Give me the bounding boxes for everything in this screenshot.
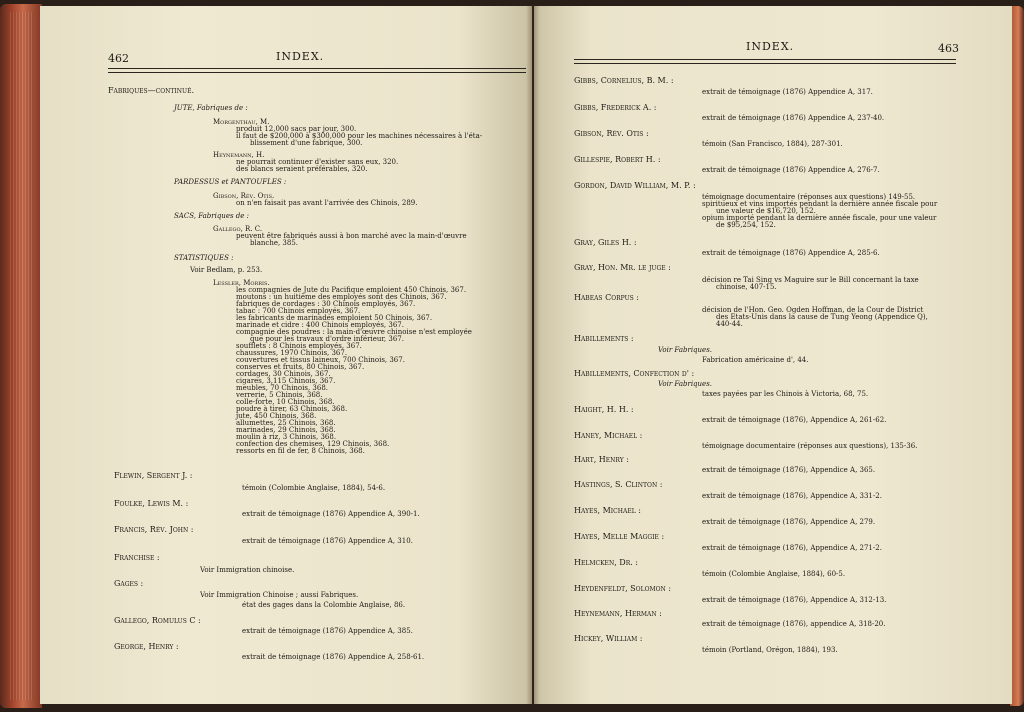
index-line: témoin (Portland, Orégon, 1884), 193. <box>702 646 838 654</box>
entry-heading: Gray, Hon. Mr. le juge : <box>574 263 671 272</box>
index-line: extrait de témoignage (1876) Appendice A, 385. <box>242 627 413 635</box>
index-line: extrait de témoignage (1876) Appendice A, 310. <box>242 537 413 545</box>
index-line: une valeur de $16,720, 152. <box>716 207 816 215</box>
index-line: poudre à tirer, 63 Chinois, 368. <box>236 405 348 413</box>
page-header: INDEX. <box>276 50 325 63</box>
index-line: moutons : un huitième des employés sont des Chinois, 367. <box>236 293 447 301</box>
index-line: extrait de témoignage (1876) Appendice A, 285-6. <box>702 249 880 257</box>
page-number: 462 <box>108 52 129 65</box>
index-line: Voir Immigration chinoise. <box>200 566 295 574</box>
index-line: blissement d'une fabrique, 300. <box>250 139 363 147</box>
entry-heading: Heydenfeldt, Solomon : <box>574 584 672 593</box>
index-line: produit 12,000 sacs par jour, 300. <box>236 125 357 133</box>
entry-heading: Hart, Henry : <box>574 455 629 464</box>
witness-name: Gallego, R. C. <box>213 225 263 233</box>
right-page <box>534 6 1012 704</box>
index-line: extrait de témoignage (1876) Appendice A, 390-1. <box>242 510 420 518</box>
index-line: Voir Fabriques. <box>658 346 713 354</box>
index-line: tabac : 700 Chinois employés, 367. <box>236 307 361 315</box>
index-line: allumettes, 25 Chinois, 368. <box>236 419 336 427</box>
index-line: que pour les travaux d'ordre inférieur, 367. <box>250 335 404 343</box>
index-line: extrait de témoignage (1876), Appendice A, 271-2. <box>702 544 882 552</box>
entry-heading: Flewin, Sergent J. : <box>114 471 193 480</box>
index-line: Voir Immigration Chinoise ; aussi Fabriques. <box>200 591 359 599</box>
subheading: PARDESSUS et PANTOUFLES : <box>174 178 287 186</box>
index-line: extrait de témoignage (1876), Appendice A, 261-62. <box>702 416 887 424</box>
index-line: marinade et cidre : 400 Chinois employés, 367. <box>236 321 404 329</box>
entry-heading: George, Henry : <box>114 642 179 651</box>
index-line: ressorts en fil de fer, 8 Chinois, 368. <box>236 447 365 455</box>
index-line: extrait de témoignage (1876), Appendice A, 331-2. <box>702 492 882 500</box>
index-line: ne pourrait continuer d'exister sans eux, 320. <box>236 158 399 166</box>
index-line: extrait de témoignage (1876), Appendice A, 279. <box>702 518 876 526</box>
book-edge-right <box>1010 6 1024 706</box>
index-line: spiritueux et vins importés pendant la dernière année fiscale pour <box>702 200 938 208</box>
index-line: extrait de témoignage (1876) Appendice A, 258-61. <box>242 653 425 661</box>
index-line: marinades, 29 Chinois, 368. <box>236 426 336 434</box>
index-line: extrait de témoignage (1876) Appendice A, 317. <box>702 88 873 96</box>
index-line: jute, 450 Chinois, 368. <box>236 412 317 420</box>
index-line: décision re Tai Sing vs Maguire sur le Bill concernant la taxe <box>702 276 919 284</box>
subheading: JUTE, Fabriques de : <box>174 104 248 112</box>
witness-name: Gibson, Rév. Otis. <box>213 192 275 200</box>
entry-heading: Haight, H. H. : <box>574 405 634 414</box>
witness-name: Morgenthau, M. <box>213 118 270 126</box>
index-line: extrait de témoignage (1876), Appendice A, 365. <box>702 466 876 474</box>
index-line: témoin (San Francisco, 1884), 287-301. <box>702 140 843 148</box>
index-line: chaussures, 1970 Chinois, 367. <box>236 349 348 357</box>
entry-heading: Gallego, Romulus C : <box>114 616 201 625</box>
entry-heading: Fabriques—continué. <box>108 86 195 95</box>
index-line: cigares, 3,115 Chinois, 367. <box>236 377 336 385</box>
entry-heading: Hayes, Michael : <box>574 506 641 515</box>
subheading: SACS, Fabriques de : <box>174 212 249 220</box>
index-line: fabriques de cordages : 30 Chinois employés, 367. <box>236 300 416 308</box>
index-line: Fabrication américaine d', 44. <box>702 356 809 364</box>
index-line: extrait de témoignage (1876) Appendice A, 237-40. <box>702 114 885 122</box>
entry-heading: Helmcken, Dr. : <box>574 558 638 567</box>
entry-heading: Hickey, William : <box>574 634 643 643</box>
index-line: de $95,254, 152. <box>716 221 776 229</box>
entry-heading: Gray, Giles H. : <box>574 238 637 247</box>
entry-heading: Gibbs, Cornelius, B. M. : <box>574 76 674 85</box>
page-number: 463 <box>938 42 959 55</box>
index-line: extrait de témoignage (1876) Appendice A, 276-7. <box>702 166 880 174</box>
index-line: des blancs seraient préférables, 320. <box>236 165 368 173</box>
witness-name: Heynemann, H. <box>213 151 265 159</box>
entry-heading: Gages : <box>114 579 144 588</box>
index-line: couvertures et tissus laineux, 700 Chinois, 367. <box>236 356 405 364</box>
index-line: décision de l'Hon. Geo. Ogden Hoffman, de la Cour de District <box>702 306 924 314</box>
entry-heading: Habillements, Confection d' : <box>574 369 695 378</box>
index-line: compagnie des poudres : la main-d'œuvre chinoise n'est employée <box>236 328 472 336</box>
index-line: des Etats-Unis dans la cause de Tung Yeong (Appendice Q), <box>716 313 928 321</box>
index-line: les compagnies de Jute du Pacifique emploient 450 Chinois, 367. <box>236 286 467 294</box>
index-line: verrerie, 5 Chinois, 368. <box>236 391 323 399</box>
index-line: Voir Fabriques. <box>658 380 713 388</box>
entry-heading: Habeas Corpus : <box>574 293 639 302</box>
index-line: témoignage documentaire (réponses aux questions) 149-55. <box>702 193 916 201</box>
index-line: peuvent être fabriqués aussi à bon marché avec la main-d'œuvre <box>236 232 467 240</box>
book-edge-left <box>0 4 42 708</box>
left-page <box>40 6 532 704</box>
index-line: colle-forte, 10 Chinois, 368. <box>236 398 335 406</box>
index-line: moulin à riz, 3 Chinois, 368. <box>236 433 337 441</box>
entry-heading: Haney, Michael : <box>574 431 643 440</box>
entry-heading: Gillespie, Robert H. : <box>574 155 661 164</box>
entry-heading: Gibson, Rév. Otis : <box>574 129 649 138</box>
index-line: taxes payées par les Chinois à Victoria, 68, 75. <box>702 390 869 398</box>
index-line: chinoise, 407-15. <box>716 283 777 291</box>
index-line: les fabricants de marinades emploient 50 Chinois, 367. <box>236 314 433 322</box>
index-line: meubles, 70 Chinois, 368. <box>236 384 329 392</box>
entry-heading: Hayes, Melle Maggie : <box>574 532 665 541</box>
book-gutter <box>526 6 540 704</box>
index-line: confection des chemises, 129 Chinois, 368. <box>236 440 390 448</box>
index-line: extrait de témoignage (1876), appendice A, 318-20. <box>702 620 886 628</box>
entry-heading: Gibbs, Frederick A. : <box>574 103 657 112</box>
index-line: extrait de témoignage (1876), Appendice A, 312-13. <box>702 596 887 604</box>
index-line: 440-44. <box>716 320 743 328</box>
index-line: opium importé pendant la dernière année fiscale, pour une valeur <box>702 214 937 222</box>
entry-heading: Franchise : <box>114 553 160 562</box>
index-line: conserves et fruits, 80 Chinois, 367. <box>236 363 365 371</box>
index-line: blanche, 385. <box>250 239 299 247</box>
entry-heading: Francis, Rév. John : <box>114 525 194 534</box>
index-line: soufflets : 8 Chinois employés, 367. <box>236 342 362 350</box>
index-line: il faut de $200,000 à $300,000 pour les machines nécessaires à l'éta- <box>236 132 483 140</box>
entry-heading: Gordon, David William, M. P. : <box>574 181 696 190</box>
entry-heading: Habillements : <box>574 334 634 343</box>
index-line: témoin (Colombie Anglaise, 1884), 54-6. <box>242 484 386 492</box>
index-line: on n'en faisait pas avant l'arrivée des Chinois, 289. <box>236 199 418 207</box>
entry-heading: Foulke, Lewis M. : <box>114 499 189 508</box>
index-line: cordages, 30 Chinois, 367. <box>236 370 331 378</box>
index-line: témoin (Colombie Anglaise, 1884), 60-5. <box>702 570 846 578</box>
index-line: état des gages dans la Colombie Anglaise, 86. <box>242 601 406 609</box>
index-line: témoignage documentaire (réponses aux questions), 135-36. <box>702 442 918 450</box>
subheading: STATISTIQUES : <box>174 254 234 262</box>
page-header: INDEX. <box>746 40 795 53</box>
index-line: Voir Bedlam, p. 253. <box>190 266 263 274</box>
entry-heading: Heynemann, Herman : <box>574 609 662 618</box>
entry-heading: Hastings, S. Clinton : <box>574 480 663 489</box>
witness-name: Lessler, Morris. <box>213 279 270 287</box>
